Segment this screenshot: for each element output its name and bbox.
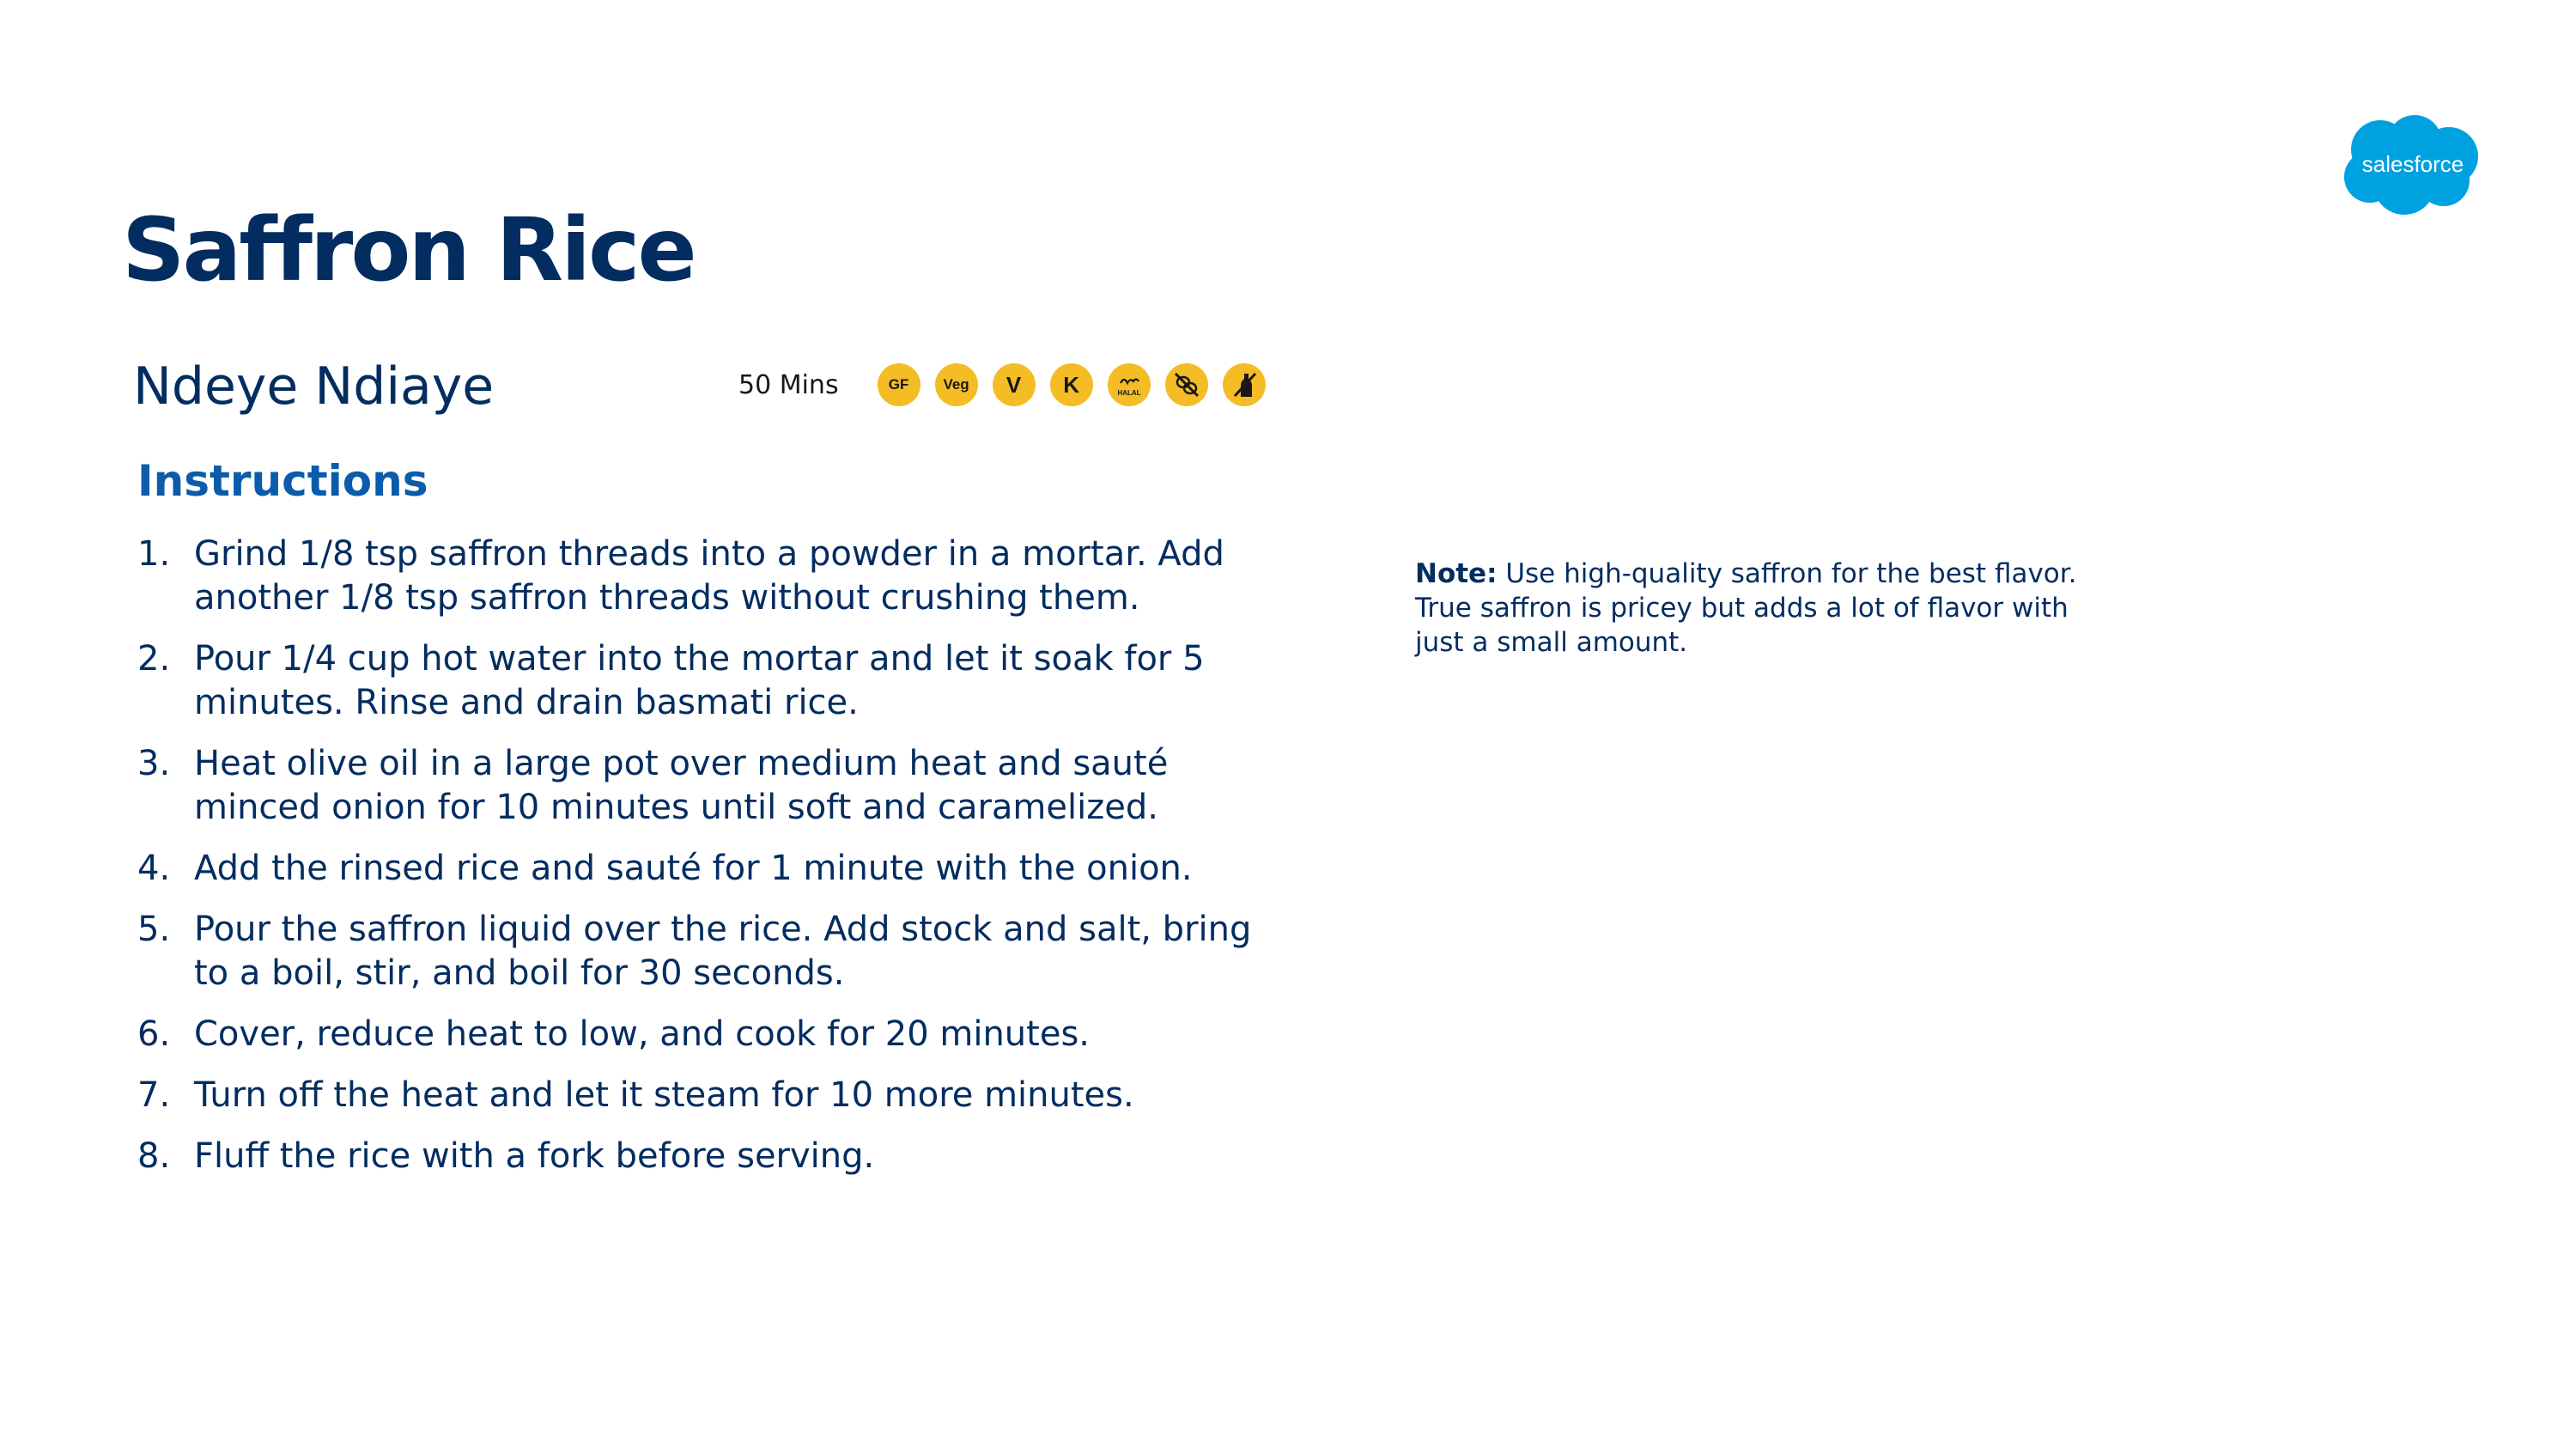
list-item bbox=[137, 908, 1254, 995]
list-item bbox=[137, 1013, 1254, 1056]
list-item bbox=[137, 1135, 1254, 1178]
svg-text:HALAL: HALAL bbox=[1117, 389, 1141, 397]
recipe-title: Saffron Rice bbox=[122, 199, 695, 301]
list-item bbox=[137, 533, 1254, 620]
badge-label: GF bbox=[888, 376, 909, 393]
alcohol-free-icon bbox=[1228, 368, 1261, 401]
step-text: Cover, reduce heat to low, and cook for 20 minutes. bbox=[194, 1014, 1091, 1054]
cook-time: 50 Mins bbox=[738, 369, 839, 400]
list-item bbox=[137, 637, 1254, 725]
salesforce-logo bbox=[2336, 112, 2490, 220]
step-number: 2. bbox=[137, 639, 171, 679]
step-text: Grind 1/8 tsp saffron threads into a powder in a mortar. Add another 1/8 tsp saffron threads without crushing them. bbox=[194, 534, 1224, 618]
list-item bbox=[137, 847, 1254, 891]
alcohol-free-badge bbox=[1223, 363, 1266, 406]
step-number: 5. bbox=[137, 910, 171, 949]
step-text: Pour the saffron liquid over the rice. Add stock and salt, bring to a boil, stir, and boil for 30 seconds. bbox=[194, 910, 1252, 993]
step-text: Add the rinsed rice and sauté for 1 minute with the onion. bbox=[194, 849, 1193, 888]
gluten-free-badge bbox=[878, 363, 920, 406]
step-number: 3. bbox=[137, 744, 171, 783]
author-name: Ndeye Ndiaye bbox=[133, 356, 495, 417]
vegan-badge bbox=[993, 363, 1036, 406]
kosher-badge bbox=[1050, 363, 1093, 406]
logo-text: salesforce bbox=[2361, 151, 2464, 177]
badge-label: V bbox=[1005, 371, 1022, 398]
recipe-meta bbox=[738, 361, 1266, 409]
step-text: Turn off the heat and let it steam for 10 more minutes. bbox=[194, 1075, 1134, 1115]
note-text: Use high-quality saffron for the best flavor. True saffron is pricey but adds a lot of flavor with just a small amount. bbox=[1415, 558, 2077, 658]
badge-label: K bbox=[1063, 371, 1079, 398]
vegetarian-badge bbox=[935, 363, 978, 406]
list-item bbox=[137, 742, 1254, 830]
halal-badge bbox=[1108, 363, 1151, 406]
nut-free-icon bbox=[1170, 368, 1203, 401]
step-number: 1. bbox=[137, 534, 171, 574]
list-item bbox=[137, 1074, 1254, 1117]
step-number: 4. bbox=[137, 849, 171, 888]
halal-icon bbox=[1113, 368, 1145, 401]
step-text: Pour 1/4 cup hot water into the mortar and let it soak for 5 minutes. Rinse and drain basmati rice. bbox=[194, 639, 1205, 722]
instructions-list bbox=[137, 533, 1254, 1196]
step-number: 7. bbox=[137, 1075, 171, 1115]
step-text: Heat olive oil in a large pot over medium heat and sauté minced onion for 10 minutes until soft and caramelized. bbox=[194, 744, 1169, 827]
recipe-note bbox=[1415, 557, 2085, 660]
nut-free-badge bbox=[1165, 363, 1208, 406]
note-label: Note: bbox=[1415, 558, 1498, 589]
step-text: Fluff the rice with a fork before serving. bbox=[194, 1136, 875, 1176]
badge-label: Veg bbox=[943, 376, 969, 393]
instructions-heading: Instructions bbox=[137, 456, 428, 506]
step-number: 6. bbox=[137, 1014, 171, 1054]
step-number: 8. bbox=[137, 1136, 171, 1176]
